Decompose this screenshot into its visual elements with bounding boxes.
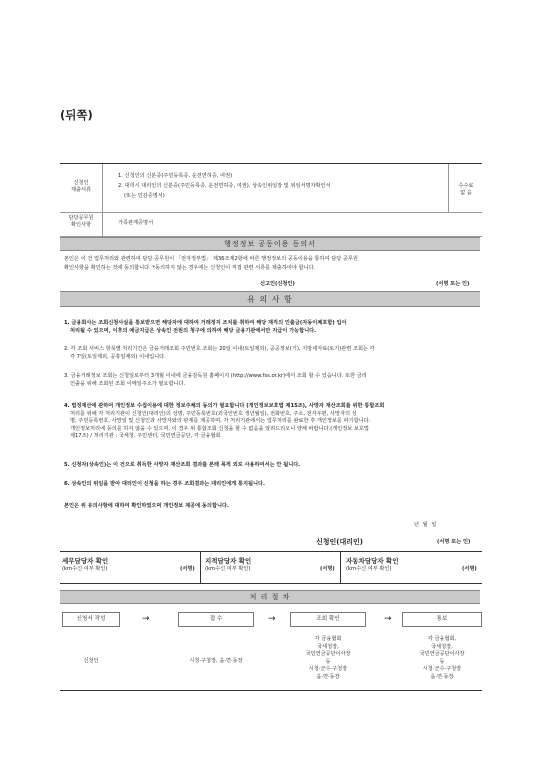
attachments-label-line2: 제출서류: [70, 187, 92, 193]
actor-inquiry-line: 시청·군수·구청장: [308, 666, 348, 672]
actor-notify-line: 국세청장,: [431, 643, 453, 650]
fee-value: 없 음: [460, 190, 472, 196]
note-2: [64, 346, 482, 361]
step-inquire: 조회 확인: [290, 612, 366, 627]
page-label: (뒤쪽): [60, 108, 93, 122]
procedure-bottom-border: [60, 690, 482, 691]
actor-inquiry-line: 등: [325, 658, 331, 665]
table-col-divider: [448, 164, 449, 212]
note-1-line2: 처리될 수 있으며, 이후의 예금지급은 상속인 전원의 청구에 의하여 해당 금융기관에서만 지급이 가능합니다.: [70, 327, 317, 334]
note-2-line1: 2. 각 조회 서비스 항목별 처리기간은 금융거래조회 주민번호 조회는 20일 이내(토일제외), 공공정보(기), 지방세자료(토기)관련 조회는 각: [64, 346, 375, 352]
consent-text-line2: 확인사항을 확인하는 것에 동의합니다. *동의하지 않는 경우에는 신청인이 직접 관련 서류를 제출하여야 합니다.: [64, 265, 316, 271]
note-3-line1: 3. 금융거래정보 조회는 신청일로부터 3개월 이내에 금융감독원 홈페이지 (http://www.fss.or.kr)에서 조회 할 수 있습니다. 또한 금리: [64, 373, 367, 379]
officer-tax-sign: (서명): [180, 566, 195, 572]
note-4-line1: 4. 법정재산에 관하여 개인정보 수집이용에 대한 정보주체의 동의가 필요합니다 (개인정보보호법 제15조), 사망자 재산조회를 위한 통합조회: [64, 403, 385, 409]
note-1: [64, 320, 482, 335]
step-arrow-1: →: [142, 614, 150, 624]
officer-row-top-border: [60, 551, 482, 552]
signature-date: 년 월 일: [414, 522, 438, 528]
signature-sign-hint: (서명 또는 인): [437, 539, 471, 545]
actor-notify-agencies: [398, 636, 486, 681]
attachment-item-1: 1. 신청인의 신분증(주민등록증, 운전면허증, 여권): [118, 173, 233, 179]
officer-tax-sub: (km수신 여부 확인): [62, 566, 108, 572]
step-arrow-3: →: [384, 614, 392, 624]
officer-land-sign: (서명): [320, 566, 335, 572]
actor-applicant: 신청인: [83, 658, 99, 664]
note-4: [64, 403, 482, 441]
officer-vehicle-sub: (km수신 여부 확인): [346, 566, 392, 572]
officer-land: [205, 557, 251, 573]
attachment-item-2-line1: 2. 대리시 대리인의 신분증(주민등록증, 운전면허증, 여권), 상속인위임장 및 위임서명자확인서: [118, 183, 331, 189]
official-value: 가족관계증명서: [118, 220, 154, 226]
note-4-line4: 개인정보처리에 동의를 하지 않을 수 있으며, 이 경우 위 통합조회 신청을 할 수 없음을 알려드리오니 양해 바랍니다.(개인정보 보호법: [70, 425, 369, 432]
note-3-line2: 인출을 위해 조회된 조회 이메일주소가 필요합니다.: [70, 380, 186, 387]
consent-sign-hint: (서명 또는 인): [436, 281, 470, 287]
note-3: [64, 373, 482, 388]
procedure-title: 처 리 절 차: [60, 590, 480, 604]
table-col-divider: [102, 164, 103, 236]
officer-tax-title: 세무담당자 확인: [62, 557, 109, 565]
notes-title: 유 의 사 항: [60, 291, 480, 307]
officer-vehicle: [346, 557, 399, 573]
officer-row-bottom-border: [60, 583, 482, 584]
note-4-line2: 처리를 위해 각 처리기관이 신청인(대리인)의 성명, 주민등록번호(외국인번호 생년월일), 전화번호, 주소, 전자우편, 사망자의 성: [70, 410, 357, 417]
fee-cell: [450, 183, 482, 197]
officer-tax: [62, 557, 108, 573]
official-label-line1: 담당공무원: [68, 215, 94, 221]
signature-applicant: 신청인(대리인): [316, 538, 363, 546]
officer-col-divider: [200, 552, 201, 583]
officer-land-title: 지적담당자 확인: [205, 557, 252, 565]
attachment-item-2-line2: (또는 인감증명서): [124, 193, 165, 199]
actor-inquiry-line: 국민연금공단이사장: [305, 651, 351, 657]
notes-closing: 본인은 위 유의사항에 대하여 확인하였으며 개인정보 제공에 동의합니다.: [64, 503, 229, 509]
officer-col-divider: [340, 552, 341, 583]
note-1-line1: 1. 금융회사는 조회신청사실을 통보받으면 해당자에 대하여 거래정지 조치를 취하여 해당 재직의 인출금(자동이체포함) 입이: [64, 320, 347, 326]
officer-vehicle-title: 자동차담당자 확인: [346, 557, 399, 565]
actor-inquiry-agencies: [284, 636, 372, 681]
step-arrow-2: →: [268, 614, 276, 624]
actor-inquiry-line: 읍·면·동장: [316, 673, 340, 680]
step-receive: 접 수: [178, 612, 254, 627]
step-notify: 통보: [402, 612, 482, 627]
actor-inquiry-line: 각 금융협회: [314, 636, 342, 642]
note-4-line3: 명, 주민등록번호, 사망일 및 신청인과 사망자와의 관계를 제공하며, 각 처리기관에서는 업무처리를 완료한 후 개인정보를 파기합니다.: [70, 418, 371, 425]
consent-signer: 신고인(신청인): [260, 281, 295, 287]
actor-notify-line: 시청·군수·구청장: [422, 666, 462, 672]
consent-title: 행정정보 공동이용 동의서: [60, 237, 480, 251]
attachments-label: [60, 180, 102, 194]
note-2-line2: 각 7일(토일제외, 공휴일제외) 이내입니다.: [70, 353, 166, 360]
officer-land-sub: (km수신 여부 확인): [205, 566, 251, 572]
step-apply: 신청서 작성: [62, 612, 120, 627]
official-label: [60, 215, 102, 229]
note-5: 5. 신청자(상속인)는 이 건으로 취득한 사망자 재산조회 결과를 본래 목적 외로 사용하여서는 안 됩니다.: [64, 462, 301, 468]
table-top-border: [60, 163, 482, 164]
actor-notify-line: 각 금융협회,: [427, 636, 457, 642]
official-label-line2: 확인사항: [70, 222, 92, 228]
attachments-label-line1: 신청인: [73, 180, 89, 186]
table-row-divider: [60, 212, 482, 213]
note-4-line5: 제17조) / 처리기관 : 국세청, 주민센터, 국민연금공단, 각 금융협회: [70, 433, 221, 440]
note-6: 6. 상속인의 위임을 받아 대리인이 신청을 하는 경우 조회결과는 대리인에게 통지됩니다.: [64, 481, 266, 487]
actor-notify-line: 국민연금공단이사장: [419, 651, 465, 657]
officer-vehicle-sign: (서명): [462, 566, 477, 572]
actor-receiving-office: 시청·구청장, 읍·면·동장: [189, 658, 243, 664]
actor-inquiry-line: 국세청장,: [317, 643, 339, 650]
fee-label: 수수료: [458, 183, 474, 189]
consent-text-line1: 본인은 이 건 업무처리와 관련하여 담당 공무원이 「전자정부법」 제36조제2항에 따른 행정정보의 공동이용을 통하여 담당 공무원: [64, 256, 358, 262]
actor-notify-line: 읍·면·동장: [430, 673, 454, 680]
actor-notify-line: 등: [439, 658, 445, 665]
